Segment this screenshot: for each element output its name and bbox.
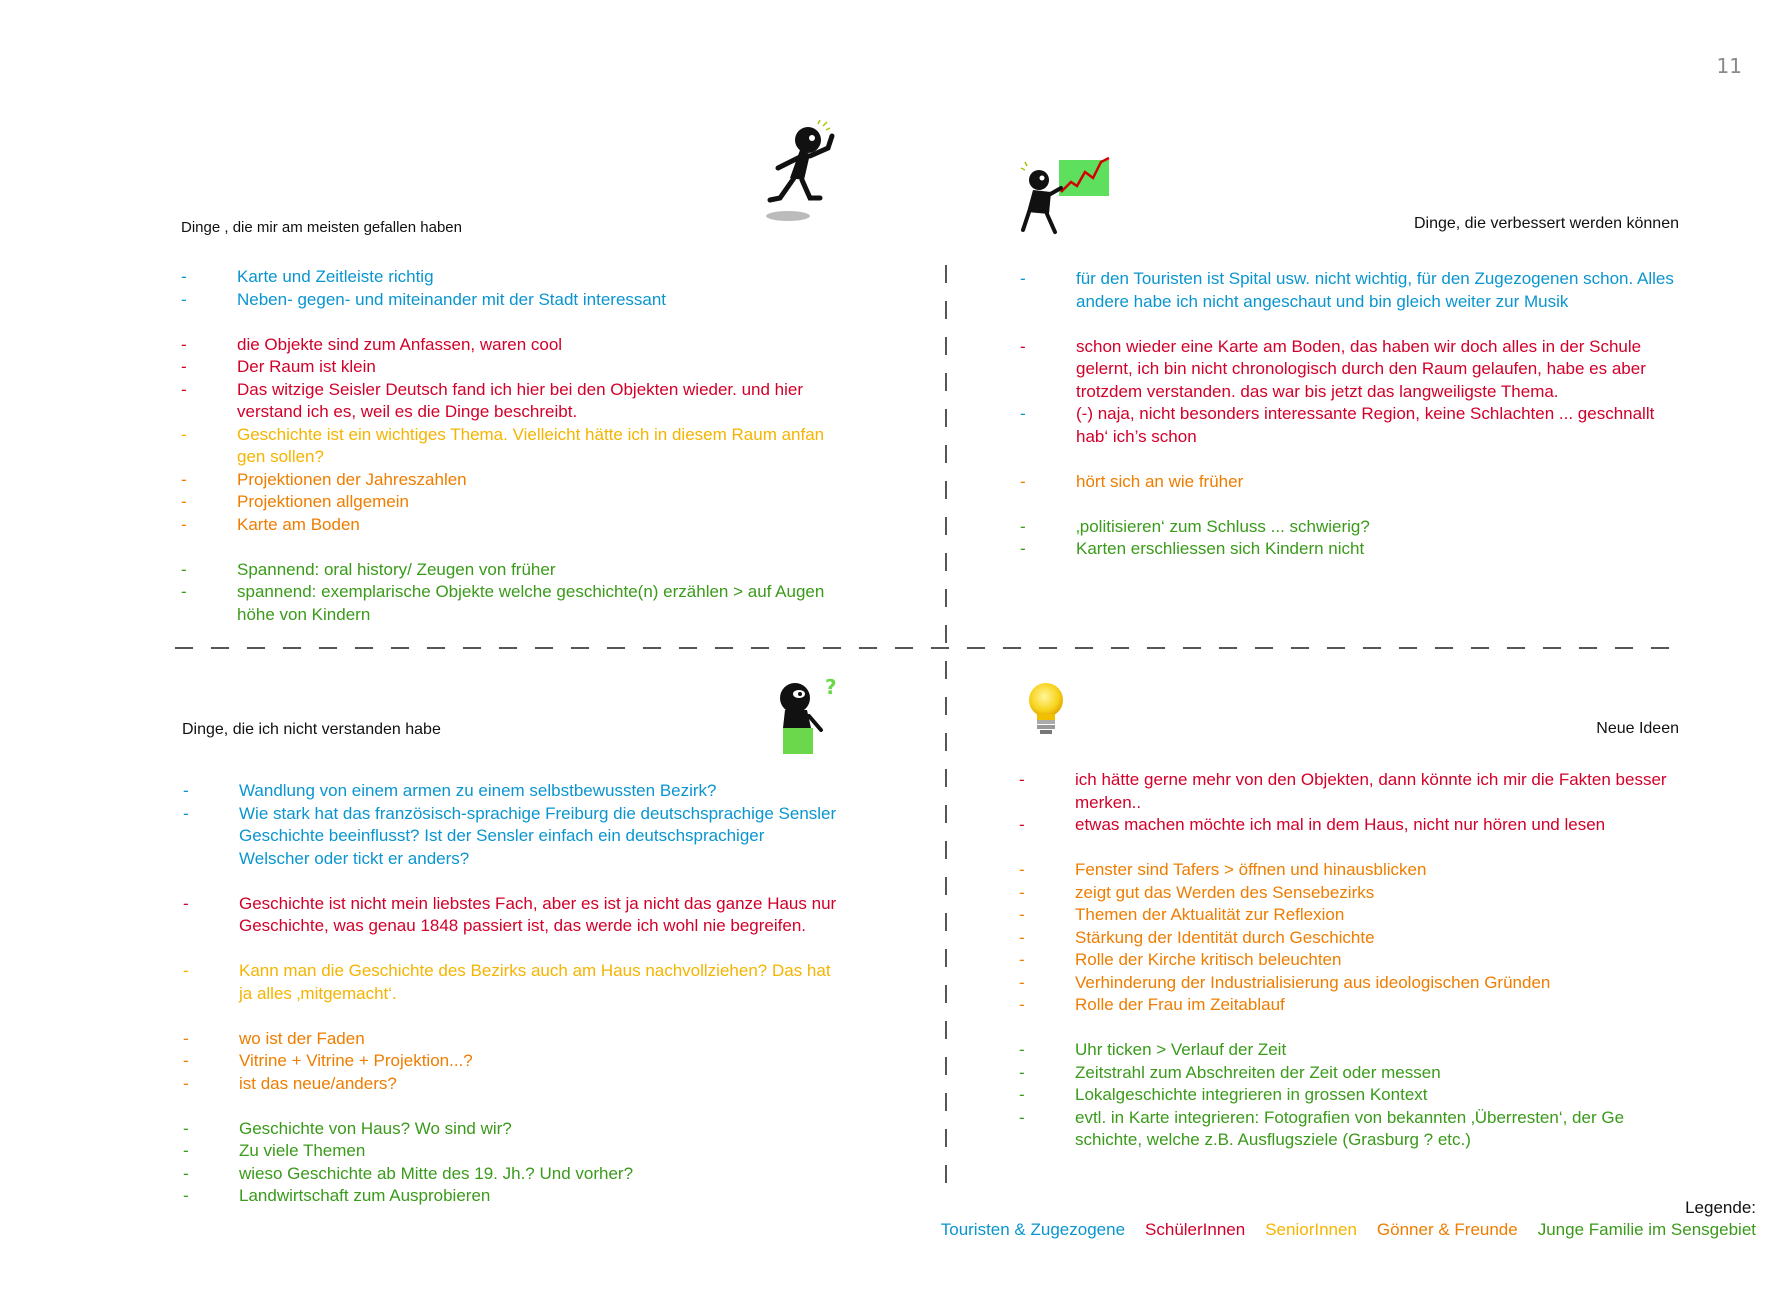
q1-list (181, 266, 831, 626)
list-item (181, 581, 831, 626)
q2-list (1020, 268, 1685, 561)
list-item (1019, 904, 1684, 927)
list-item-text: wieso Geschichte ab Mitte des 19. Jh.? Und vorher? (239, 1163, 634, 1183)
list-item (1019, 1062, 1684, 1085)
list-item (181, 266, 831, 289)
list-item-text: Kann man die Geschichte des Bezirks auch am Haus nachvollziehen? Das hat ja alles ‚mitgemacht‘. (239, 961, 831, 1003)
bullet-dash: - (181, 424, 187, 444)
list-item-text: hört sich an wie früher (1076, 471, 1244, 491)
bullet-dash: - (183, 1186, 189, 1205)
list-item-text: zeigt gut das Werden des Sensebezirks (1075, 882, 1375, 902)
q4-list (1019, 769, 1684, 1152)
list-item (1020, 538, 1685, 561)
list-item (1019, 814, 1684, 837)
bullet-dash: - (181, 492, 187, 511)
list-item (181, 424, 831, 469)
list-item-text: die Objekte sind zum Anfassen, waren cool (237, 334, 563, 354)
list-item-text: (-) naja, nicht besonders interessante Region, keine Schlachten ... geschnallt hab‘ ich’s schon (1076, 404, 1655, 446)
list-item-text: Rolle der Kirche kritisch beleuchten (1075, 950, 1342, 969)
list-item (181, 379, 831, 424)
list-item (1020, 516, 1685, 539)
list-item-text: Spannend: oral history/ Zeugen von früher (237, 559, 556, 579)
list-spacer (1019, 1017, 1684, 1040)
bullet-dash: - (1020, 539, 1026, 558)
bullet-dash: - (1019, 882, 1025, 902)
bullet-dash: - (1019, 1085, 1025, 1104)
list-item-text: Geschichte ist ein wichtiges Thema. Vielleicht hätte ich in diesem Raum anfan gen sollen? (237, 424, 825, 466)
legend-entry: Junge Familie im Sensgebiet (1537, 1220, 1756, 1239)
bullet-dash: - (181, 514, 187, 534)
list-item (183, 1118, 838, 1141)
bullet-dash: - (183, 1051, 189, 1070)
bullet-dash: - (183, 961, 189, 980)
bullet-dash: - (183, 893, 189, 913)
bullet-dash: - (181, 267, 187, 286)
list-item (181, 356, 831, 379)
bullet-dash: - (181, 379, 187, 399)
list-spacer (183, 1095, 838, 1118)
bullet-dash: - (1019, 860, 1025, 879)
list-item (181, 334, 831, 357)
list-item-text: ich hätte gerne mehr von den Objekten, dann könnte ich mir die Fakten besser merken.. (1075, 770, 1667, 812)
legend-entry: Touristen & Zugezogene (940, 1220, 1126, 1239)
bullet-dash: - (1020, 516, 1026, 536)
bullet-dash: - (181, 582, 187, 601)
list-item (1019, 1084, 1684, 1107)
bullet-dash: - (1019, 905, 1025, 924)
list-item (181, 514, 831, 537)
list-item-text: Geschichte von Haus? Wo sind wir? (239, 1118, 512, 1138)
bullet-dash: - (183, 1118, 189, 1138)
list-spacer (1020, 313, 1685, 336)
list-item-text: für den Touristen ist Spital usw. nicht wichtig, für den Zugezogenen schon. Alles andere habe ich nicht angeschaut und bin gleich weiter zur Musik (1076, 269, 1674, 311)
list-item (1019, 1039, 1684, 1062)
list-spacer (1019, 837, 1684, 860)
list-item-text: Geschichte ist nicht mein liebstes Fach, aber es ist ja nicht das ganze Haus nur Geschichte, was genau 1848 passiert ist, das werde ich wohl nie begreifen. (239, 893, 837, 935)
q2-heading: Dinge, die verbessert werden können (1413, 215, 1679, 232)
bullet-dash: - (1020, 404, 1026, 423)
bullet-dash: - (181, 559, 187, 579)
list-item-text: Vitrine + Vitrine + Projektion...? (239, 1051, 473, 1070)
list-item-text: Projektionen der Jahreszahlen (237, 469, 467, 489)
list-item-text: Wandlung von einem armen zu einem selbstbewussten Bezirk? (239, 781, 717, 800)
list-item-text: Stärkung der Identität durch Geschichte (1075, 927, 1375, 947)
bullet-dash: - (1019, 1040, 1025, 1059)
list-item (183, 1163, 838, 1186)
jumping-figure-icon (760, 118, 840, 223)
list-spacer (183, 938, 838, 961)
bullet-dash: - (1019, 972, 1025, 992)
bullet-dash: - (181, 289, 187, 309)
bullet-dash: - (183, 1028, 189, 1048)
legend (941, 1220, 1756, 1240)
bullet-dash: - (1019, 1062, 1025, 1082)
list-item (183, 1073, 838, 1096)
vertical-divider (945, 265, 947, 1195)
thinking-figure-icon (765, 670, 845, 760)
bullet-dash: - (183, 1073, 189, 1093)
list-item (1019, 859, 1684, 882)
list-item-text: etwas machen möchte ich mal in dem Haus, nicht nur hören und lesen (1075, 815, 1606, 834)
list-item-text: Karte am Boden (237, 514, 360, 534)
page-number: 11 (1716, 54, 1742, 78)
list-item (183, 893, 838, 938)
bullet-dash: - (1019, 927, 1025, 947)
lightbulb-icon (1023, 680, 1069, 738)
figure-with-chart-icon (1017, 152, 1117, 237)
legend-entry: SchülerInnen (1145, 1220, 1246, 1239)
bullet-dash: - (1020, 269, 1026, 288)
list-item-text: Verhinderung der Industrialisierung aus ideologischen Gründen (1075, 972, 1551, 992)
q4-heading: Neue Ideen (1596, 720, 1679, 737)
bullet-dash: - (183, 781, 189, 800)
list-item-text: Der Raum ist klein (237, 357, 376, 376)
list-item-text: Uhr ticken > Verlauf der Zeit (1075, 1040, 1287, 1059)
legend-entry: SeniorInnen (1265, 1220, 1357, 1239)
svg-text:?: ? (825, 675, 837, 699)
list-spacer (181, 536, 831, 559)
list-item-text: Karten erschliessen sich Kindern nicht (1076, 539, 1365, 558)
list-item (1020, 268, 1685, 313)
list-item-text: Zeitstrahl zum Abschreiten der Zeit oder messen (1075, 1062, 1441, 1082)
list-spacer (183, 1005, 838, 1028)
list-item-text: Das witzige Seisler Deutsch fand ich hier bei den Objekten wieder. und hier verstand ich es, weil es die Dinge beschreibt. (237, 379, 804, 421)
bullet-dash: - (1020, 336, 1026, 356)
bullet-dash: - (181, 469, 187, 489)
list-spacer (1020, 493, 1685, 516)
q3-list (183, 780, 838, 1208)
list-item-text: spannend: exemplarische Objekte welche geschichte(n) erzählen > auf Augen höhe von Kindern (237, 582, 825, 624)
list-item (181, 289, 831, 312)
bullet-dash: - (1019, 815, 1025, 834)
list-item-text: Zu viele Themen (239, 1141, 366, 1160)
list-item-text: Fenster sind Tafers > öffnen und hinausblicken (1075, 860, 1427, 879)
bullet-dash: - (181, 334, 187, 354)
list-item (183, 780, 838, 803)
list-item (183, 803, 838, 871)
bullet-dash: - (183, 803, 189, 823)
list-item-text: ist das neue/anders? (239, 1073, 397, 1093)
bullet-dash: - (1019, 770, 1025, 789)
list-item (183, 1028, 838, 1051)
list-item (1019, 1107, 1684, 1152)
list-item (1019, 972, 1684, 995)
q1-heading: Dinge , die mir am meisten gefallen haben (181, 219, 462, 236)
q3-heading: Dinge, die ich nicht verstanden habe (182, 721, 441, 738)
list-item-text: Projektionen allgemein (237, 492, 409, 511)
list-item-text: Neben- gegen- und miteinander mit der Stadt interessant (237, 289, 667, 309)
list-item (1020, 403, 1685, 448)
list-item (183, 960, 838, 1005)
list-item-text: wo ist der Faden (239, 1028, 365, 1048)
list-item (1020, 471, 1685, 494)
list-item (1019, 927, 1684, 950)
bullet-dash: - (1019, 995, 1025, 1014)
list-item-text: ‚politisieren‘ zum Schluss ... schwierig? (1076, 516, 1370, 536)
list-item (1019, 994, 1684, 1017)
list-item (181, 469, 831, 492)
list-item (183, 1140, 838, 1163)
bullet-dash: - (183, 1141, 189, 1160)
list-spacer (181, 311, 831, 334)
list-item-text: Lokalgeschichte integrieren in grossen Kontext (1075, 1085, 1428, 1104)
list-item-text: schon wieder eine Karte am Boden, das haben wir doch alles in der Schule gelernt, ich bin nicht chronologisch durch den Raum gelaufen, habe es aber trotzdem verstanden. das war bis jetzt das langweiligste Thema. (1076, 336, 1646, 401)
list-spacer (1020, 448, 1685, 471)
list-item (181, 559, 831, 582)
legend-title: Legende: (1685, 1198, 1756, 1217)
list-spacer (183, 870, 838, 893)
list-item (183, 1050, 838, 1073)
list-item (1019, 882, 1684, 905)
list-item (1019, 769, 1684, 814)
list-item-text: Themen der Aktualität zur Reflexion (1075, 905, 1345, 924)
list-item-text: Rolle der Frau im Zeitablauf (1075, 995, 1285, 1014)
bullet-dash: - (1019, 1107, 1025, 1127)
list-item-text: Wie stark hat das französisch-sprachige Freiburg die deutschsprachige Sensler Geschichte beeinflusst? Ist der Sensler einfach ein deutschsprachiger Welscher oder tickt er anders? (239, 803, 837, 868)
list-item-text: Landwirtschaft zum Ausprobieren (239, 1186, 491, 1205)
horizontal-divider (175, 647, 1680, 649)
legend-entry: Gönner & Freunde (1376, 1220, 1518, 1239)
list-item (1020, 336, 1685, 404)
list-item (183, 1185, 838, 1208)
bullet-dash: - (181, 357, 187, 376)
bullet-dash: - (1020, 471, 1026, 491)
list-item (181, 491, 831, 514)
list-item-text: Karte und Zeitleiste richtig (237, 267, 434, 286)
bullet-dash: - (1019, 950, 1025, 969)
list-item (1019, 949, 1684, 972)
list-item-text: evtl. in Karte integrieren: Fotografien von bekannten ‚Überresten‘, der Ge schichte, welche z.B. Ausflugsziele (Grasburg ? etc.) (1075, 1107, 1625, 1149)
bullet-dash: - (183, 1163, 189, 1183)
